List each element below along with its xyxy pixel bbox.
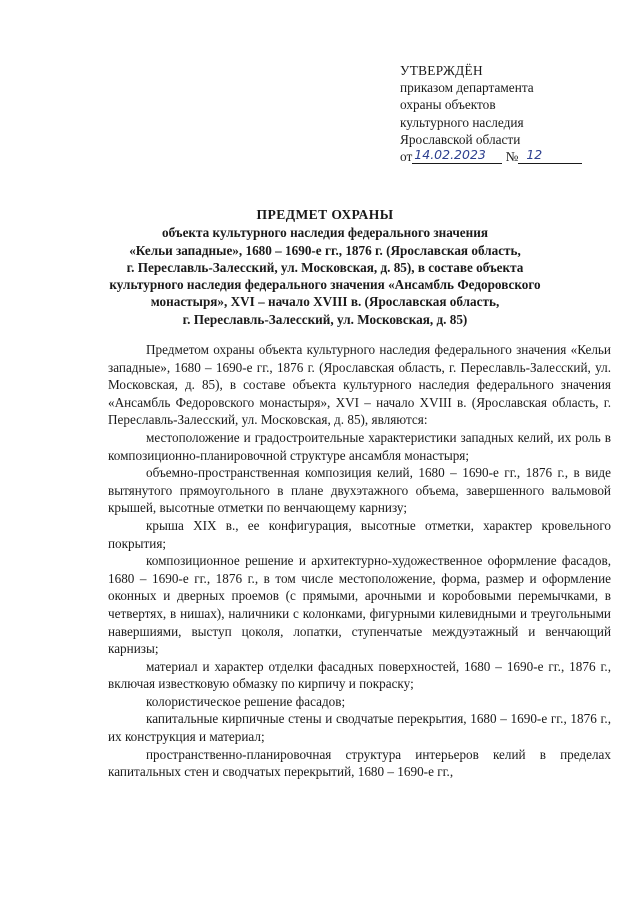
list-item: объемно-пространственная композиция келий, 1680 – 1690-е гг., 1876 г., в виде вытянутого прямоугольного в плане двухэтажного объема, завершенного вальмовой крышей, высотные отметки по венчающему карнизу; bbox=[108, 465, 611, 516]
document-title-block bbox=[85, 206, 565, 328]
list-item: пространственно-планировочная структура интерьеров келий в пределах капитальных стен и сводчатых перекрытий, 1680 – 1690-е гг., bbox=[108, 746, 611, 780]
list-item: крыша XIX в., ее конфигурация, высотные отметки, характер кровельного покрытия; bbox=[108, 517, 611, 551]
document-title: ПРЕДМЕТ ОХРАНЫ bbox=[256, 207, 394, 222]
list-item: колористическое решение фасадов; bbox=[146, 693, 346, 709]
list-item: композиционное решение и архитектурно-художественное оформление фасадов, 1680 – 1690-е гг., 1876 г., в том числе местоположение, форма, размер и оформление оконных и дверных проемов (с прямыми, арочными и коробовыми перемычками, в четвертях, в нишах), наличники с колонками, фигурными килевидными и треугольными навершиями, выступ цоколя, лопатки, ступенчатые междуэтажный и венчающий карнизы; bbox=[108, 553, 611, 657]
document-body bbox=[108, 341, 611, 781]
title-line: г. Переславль-Залесский, ул. Московская, д. 85), в составе объекта bbox=[126, 259, 524, 275]
title-line: «Кельи западные», 1680 – 1690-е гг., 1876 г. (Ярославская область, bbox=[129, 242, 521, 258]
title-line: объекта культурного наследия федерального значения bbox=[162, 225, 488, 241]
title-line: монастыря», XVI – начало XVIII в. (Ярославская область, bbox=[150, 294, 500, 310]
approval-heading: УТВЕРЖДЁН bbox=[400, 63, 483, 78]
title-line: культурного наследия федерального значения «Ансамбль Федоровского bbox=[109, 277, 541, 293]
handwritten-date: 14.02.2023 bbox=[412, 146, 502, 164]
approval-line: Ярославской области bbox=[400, 131, 521, 147]
approval-stamp-block bbox=[400, 62, 605, 166]
approval-line: культурного наследия bbox=[400, 114, 524, 130]
number-label: № bbox=[505, 149, 519, 165]
protection-items-list bbox=[108, 429, 611, 781]
approval-line: приказом департамента bbox=[400, 80, 534, 96]
order-date-number-line bbox=[400, 148, 605, 166]
from-label: от bbox=[400, 149, 413, 165]
approval-line: охраны объектов bbox=[400, 97, 496, 113]
list-item: капитальные кирпичные стены и сводчатые перекрытия, 1680 – 1690-е гг., 1876 г., их конструкция и материал; bbox=[108, 711, 611, 745]
intro-paragraph: Предметом охраны объекта культурного наследия федерального значения «Кельи западные», 1680 – 1690-е гг., 1876 г. (Ярославская область, г. Переславль-Залесский, ул. Московская, д. 85), в составе объекта культурного наследия федерального значения «Ансамбль Федоровского монастыря», XVI – начало XVIII в. (Ярославская область, г. Переславль-Залесский, ул. Московская, д. 85), являются: bbox=[108, 342, 611, 428]
list-item: местоположение и градостроительные характеристики западных келий, их роль в композиционно-планировочной структуре ансамбля монастыря; bbox=[108, 429, 611, 463]
list-item: материал и характер отделки фасадных поверхностей, 1680 – 1690-е гг., 1876 г., включая известковую обмазку по кирпичу и покраску; bbox=[108, 658, 611, 692]
title-line: г. Переславль-Залесский, ул. Московская, д. 85) bbox=[182, 311, 468, 327]
handwritten-number: 12 bbox=[518, 146, 582, 164]
